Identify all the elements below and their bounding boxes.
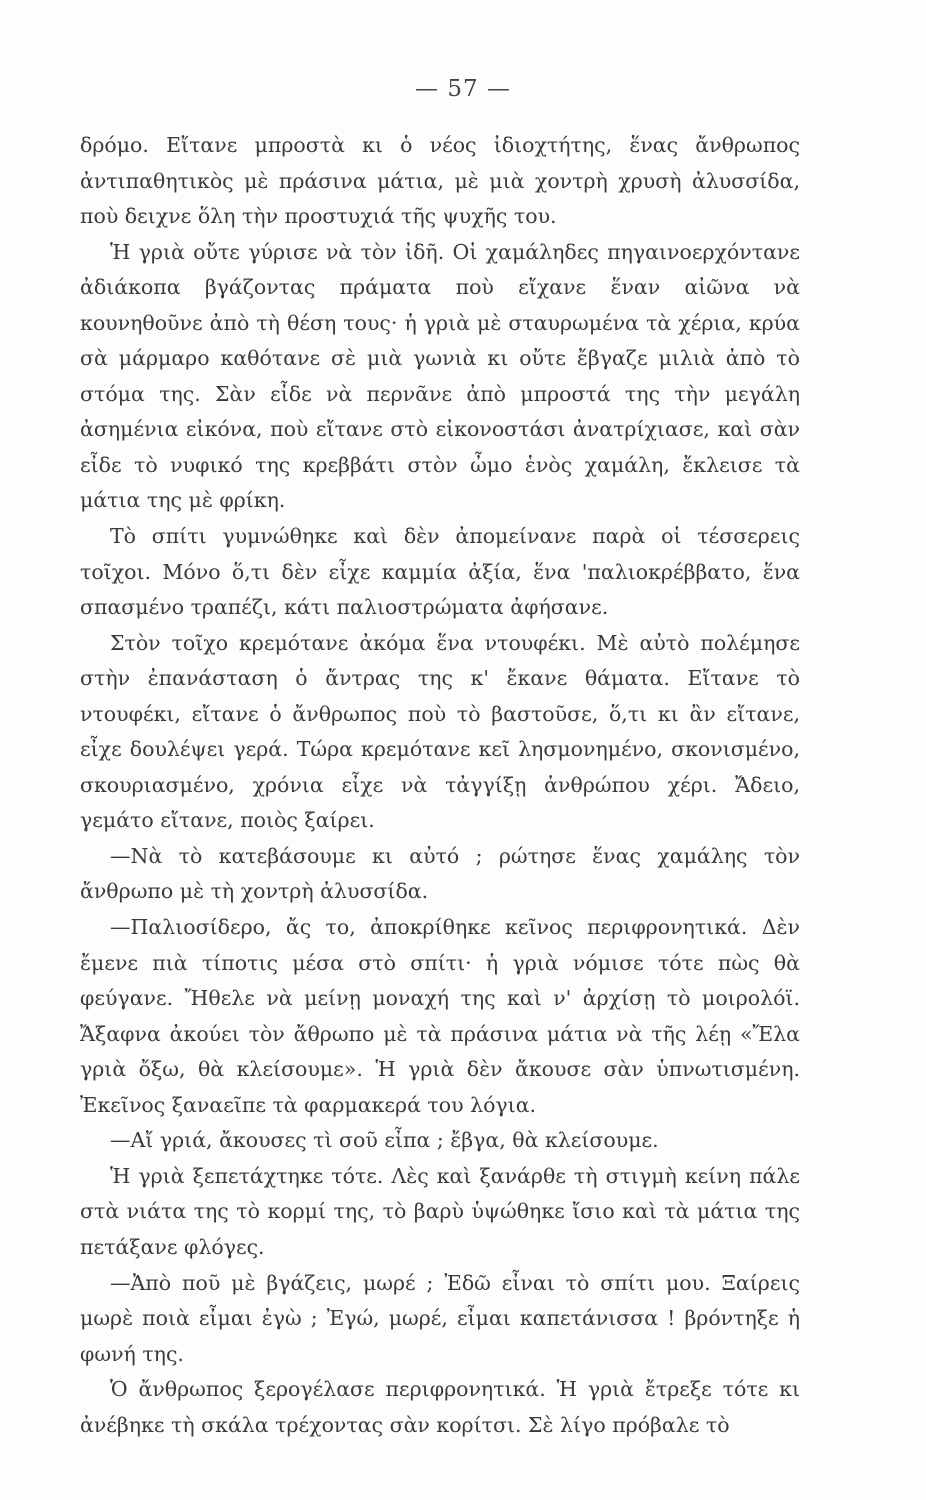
dialogue-paragraph: —Παλιοσίδερο, ἄς το, ἀποκρίθηκε κεῖνος περιφρονητικά. Δὲν ἔμενε πιὰ τίποτις μέσα στὸ σπίτι· ἡ γριὰ νόμισε τότε πὼς θὰ φεύγανε. Ἤθελε νὰ μείνῃ μοναχή της καὶ ν' ἀρχίσῃ τὸ μοιρολόϊ. Ἄξαφνα ἀκούει τὸν ἄθρωπο μὲ τὰ πράσινα μάτια νὰ τῆς λέῃ «Ἔλα γριὰ ὄξω, θὰ κλείσουμε». Ἡ γριὰ δὲν ἄκουσε σὰν ὑπνωτισμένη. Ἐκεῖνος ξαναεῖπε τὰ φαρμακερά του λόγια. bbox=[80, 915, 800, 1117]
paragraph: Τὸ σπίτι γυμνώθηκε καὶ δὲν ἀπομείνανε παρὰ οἱ τέσσερεις τοῖχοι. Μόνο ὅ,τι δὲν εἶχε καμμία ἀξία, ἕνα 'παλιοκρέββατο, ἕνα σπασμένο τραπέζι, κάτι παλιοστρώματα ἀφήσανε. bbox=[80, 524, 800, 620]
dialogue-paragraph: —Νὰ τὸ κατεβάσουμε κι αὐτό ; ρώτησε ἕνας χαμάλης τὸν ἄνθρωπο μὲ τὴ χοντρὴ ἀλυσσίδα. bbox=[80, 843, 800, 904]
dialogue-paragraph: —Αἴ γριά, ἄκουσες τὶ σοῦ εἶπα ; ἔβγα, θὰ κλείσουμε. bbox=[110, 1128, 659, 1153]
paragraph: δρόμο. Εἴτανε μπροστὰ κι ὁ νέος ἰδιοχτήτης, ἕνας ἄνθρωπος ἀντιπαθητικὸς μὲ πράσινα μάτια, μὲ μιὰ χοντρὴ χρυσὴ ἀλυσσίδα, ποὺ δειχνε ὅλη τὴν προστυχιά τῆς ψυχῆς του. bbox=[80, 133, 800, 229]
body-text bbox=[80, 128, 800, 1443]
paragraph: Ὁ ἄνθρωπος ξερογέλασε περιφρονητικά. Ἡ γριὰ ἔτρεξε τότε κι ἀνέβηκε τὴ σκάλα τρέχοντας σὰν κορίτσι. Σὲ λίγο πρόβαλε τὸ bbox=[80, 1377, 800, 1437]
dialogue-paragraph: —Ἀπὸ ποῦ μὲ βγάζεις, μωρέ ; Ἐδῶ εἶναι τὸ σπίτι μου. Ξαίρεις μωρὲ ποιὰ εἶμαι ἐγὼ ; Ἐγώ, μωρέ, εἶμαι καπετάνισσα ! βρόντηξε ἡ φωνή της. bbox=[80, 1270, 800, 1366]
paragraph: Ἡ γριὰ ξεπετάχτηκε τότε. Λὲς καὶ ξανάρθε τὴ στιγμὴ κείνη πάλε στὰ νιάτα της τὸ κορμί της, τὸ βαρὺ ὑψώθηκε ἴσιο καὶ τὰ μάτια της πετάξανε φλόγες. bbox=[80, 1163, 800, 1259]
page-number: — 57 — bbox=[415, 76, 511, 102]
paragraph: Στὸν τοῖχο κρεμότανε ἀκόμα ἕνα ντουφέκι. Μὲ αὐτὸ πολέμησε στὴν ἐπανάσταση ὁ ἄντρας της κ' ἔκανε θάματα. Εἴτανε τὸ ντουφέκι, εἴτανε ὁ ἄνθρωπος ποὺ τὸ βαστοῦσε, ὅ,τι κι ἂν εἴτανε, εἶχε δουλέψει γερά. Τώρα κρεμότανε κεῖ λησμονημένο, σκονισμένο, σκουριασμένο, χρόνια εἶχε νὰ τἀγγίξῃ ἀνθρώπου χέρι. Ἄδειο, γεμάτο εἴτανε, ποιὸς ξαίρει. bbox=[80, 630, 800, 833]
paragraph: Ἡ γριὰ οὔτε γύρισε νὰ τὸν ἰδῆ. Οἱ χαμάληδες πηγαινοερχόντανε ἀδιάκοπα βγάζοντας πράματα ποὺ εἴχανε ἕναν αἰῶνα νὰ κουνηθοῦνε ἀπὸ τὴ θέση τους· ἡ γριὰ μὲ σταυρωμένα τὰ χέρια, κρύα σὰ μάρμαρο καθότανε σὲ μιὰ γωνιὰ κι οὔτε ἔβγαζε μιλιὰ ἀπὸ τὸ στόμα της. Σὰν εἶδε νὰ περνᾶνε ἀπὸ μπροστά της τὴν μεγάλη ἀσημένια εἰκόνα, ποὺ εἴτανε στὸ εἰκονοστάσι ἀνατρίχιασε, καὶ σὰν εἶδε τὸ νυφικό της κρεββάτι στὸν ὦμο ἑνὸς χαμάλη, ἔκλεισε τὰ μάτια της μὲ φρίκη. bbox=[80, 239, 800, 513]
